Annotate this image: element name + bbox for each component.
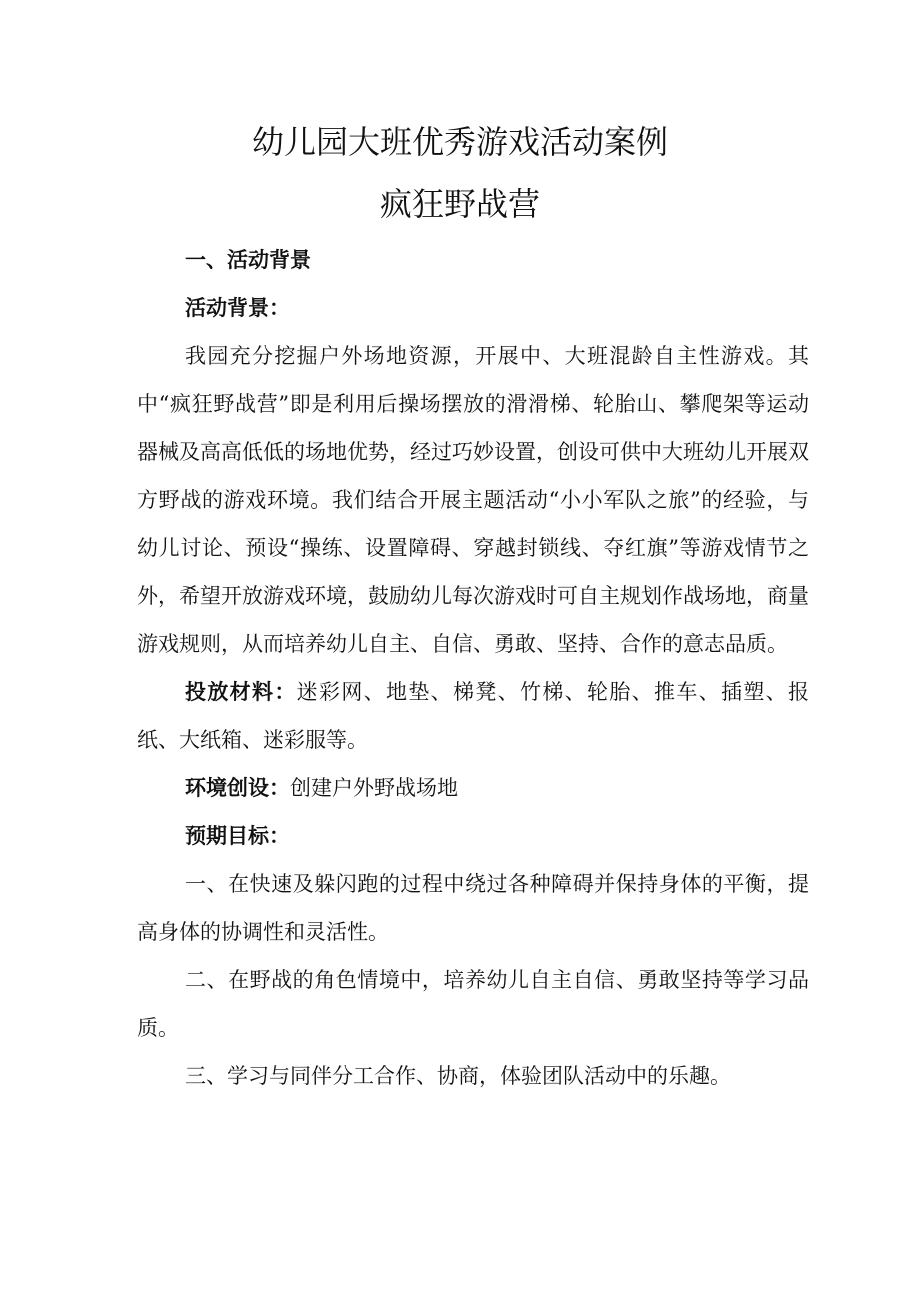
environment-paragraph: [137, 764, 809, 812]
environment-text: 创建户外野战场地: [290, 776, 458, 800]
background-label: 活动背景：: [185, 295, 290, 320]
background-paragraph: 我园充分挖掘户外场地资源，开展中、大班混龄自主性游戏。其中“疯狂野战营”即是利用后操场摆放的滑滑梯、轮胎山、攀爬架等运动器械及高高低低的场地优势，经过巧妙设置，创设可供中大班幼儿开展双方野战的游戏环境。我们结合开展主题活动“小小军队之旅”的经验，与幼儿讨论、预设“操练、设置障碍、穿越封锁线、夺红旗”等游戏情节之外，希望开放游戏环境，鼓励幼儿每次游戏时可自主规划作战场地，商量游戏规则，从而培养幼儿自主、自信、勇敢、坚持、合作的意志品质。: [137, 344, 809, 656]
section-heading: 一、活动背景: [185, 247, 311, 272]
goal-item-2: 二、在野战的角色情境中，培养幼儿自主自信、勇敢坚持等学习品质。: [137, 968, 809, 1040]
document-body: [137, 236, 809, 1100]
materials-text: 迷彩网、地垫、梯凳、竹梯、轮胎、推车、插塑、报纸、大纸箱、迷彩服等。: [137, 680, 810, 752]
goal-item-3: 三、学习与同伴分工合作、协商，体验团队活动中的乐趣。: [185, 1064, 731, 1088]
document-title: 幼儿园大班优秀游戏活动案例: [251, 123, 668, 161]
materials-label: 投放材料：: [185, 679, 297, 704]
materials-paragraph: [137, 668, 809, 764]
goals-label: 预期目标：: [185, 823, 290, 848]
document-subtitle: 疯狂野战营: [379, 185, 540, 223]
goal-item-1: 一、在快速及躲闪跑的过程中绕过各种障碍并保持身体的平衡，提高身体的协调性和灵活性。: [137, 872, 809, 944]
environment-label: 环境创设：: [185, 775, 290, 800]
